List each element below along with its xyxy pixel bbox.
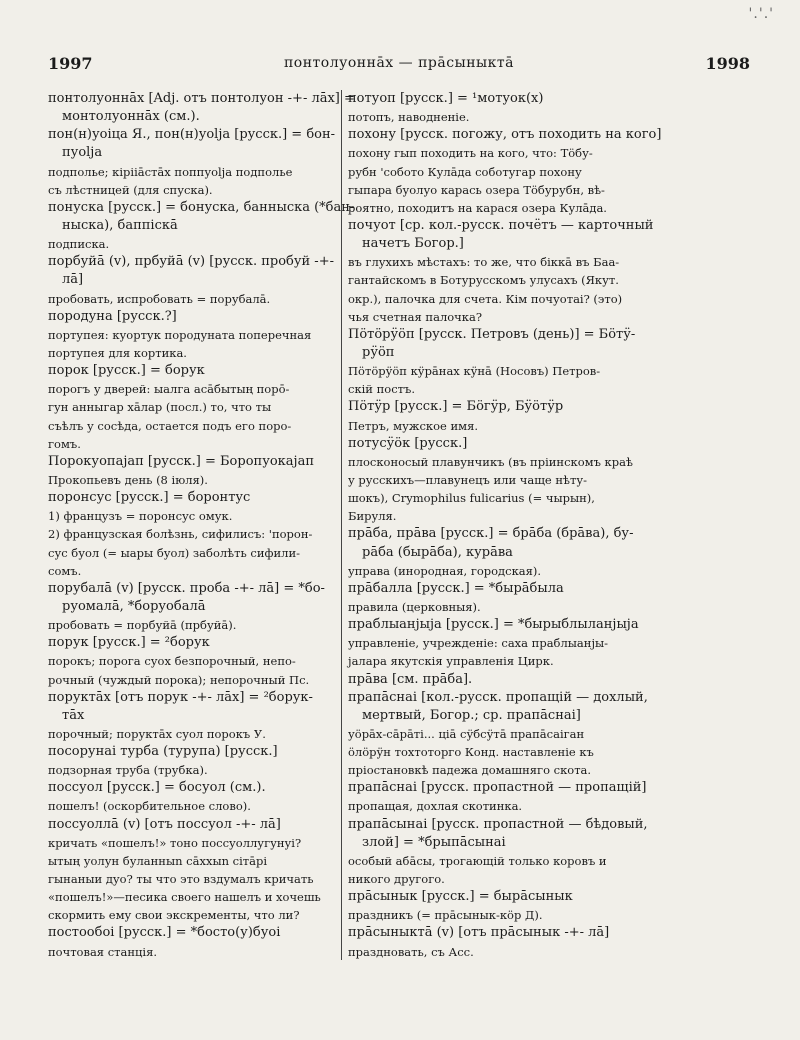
entry-text-line: подписка. bbox=[48, 237, 110, 252]
entry-text-line: ытың уолун буланныn сāххыn сiтāрi bbox=[48, 853, 268, 868]
entry-headword-line: похону [русск. погожу, отъ походить на кого] bbox=[348, 127, 662, 143]
entry-text-line: порочный; поруктāх суол порокъ У. bbox=[48, 726, 266, 741]
entry-headword-line: потуоп [русск.] = ¹мотуок(х) bbox=[348, 91, 544, 106]
entry-headword-line: праблыанjыja [русск.] = *бырыблыланjыja bbox=[348, 617, 639, 633]
entry-text-line: рāба (бырāба), курāва bbox=[362, 544, 513, 560]
entry-text-line: похону гып походить на кого, что: Тöбу- bbox=[348, 146, 593, 161]
entry-text-line: скормить ему свои экскременты, что ли? bbox=[48, 908, 300, 923]
column-divider bbox=[341, 90, 342, 960]
entry-headword-line: Пöтöрӱöп [русск. Петровъ (день)] = Бöтӱ- bbox=[348, 326, 636, 342]
entry-text-line: пропащая, дохлая скотинка. bbox=[348, 799, 523, 814]
entry-headword-line: почуот [ср. кол.-русск. почётъ — карточный bbox=[348, 217, 654, 233]
entry-text-line: съѣлъ у сосѣда, остается подъ его поро- bbox=[48, 418, 292, 433]
entry-text-line: съ лѣстницей (для спуска). bbox=[48, 182, 213, 197]
entry-text-line: пошелъ! (оскорбительное слово). bbox=[48, 799, 251, 814]
corner-mark: '.'.' bbox=[748, 6, 774, 22]
entry-headword-line: посорунаi турба (турупа) [русск.] bbox=[48, 744, 278, 760]
entry-headword-line: порубалā (v) [русск. проба -+- лā] = *бо- bbox=[48, 580, 325, 596]
entry-text-line: порогъ у дверей: ыалга асāбытың порō- bbox=[48, 382, 290, 397]
entry-text-line: монтолуоннāх (см.). bbox=[62, 109, 200, 125]
entry-text-line: злой] = *брыпāсынаi bbox=[362, 834, 506, 850]
entry-text-line: рубн 'собото Кулāда соботугар похону bbox=[348, 164, 582, 179]
entry-text-line: jалара якутскiя управленiя Цирк. bbox=[348, 654, 554, 669]
entry-text-line: гантайскомъ в Ботурусскомъ улусахъ (Якут. bbox=[348, 273, 619, 288]
entry-text-line: Прокопьевъ день (8 iюля). bbox=[48, 472, 208, 487]
entry-text-line: почтовая станцiя. bbox=[48, 944, 158, 959]
entry-text-line: Пöтöрӱöп кӱрāнах кӱнā (Носовъ) Петров- bbox=[348, 364, 601, 379]
entry-text-line: гун анныгар хāлар (посл.) то, что ты bbox=[48, 400, 272, 415]
left-page-number: 1997 bbox=[48, 54, 93, 73]
entry-text-line: сус буол (= ыары буол) заболѣть сифили- bbox=[48, 545, 301, 560]
entry-headword-line: поруктāх [отъ порук -+- лāх] = ²борук- bbox=[48, 689, 313, 705]
entry-headword-line: прапāснаi [кол.-русск. пропащiй — дохлый, bbox=[348, 689, 648, 705]
entry-text-line: гынаныи дуо? ты что это вздумалъ кричать bbox=[48, 872, 314, 887]
entry-headword-line: понуска [русск.] = бонуска, банныска (*бан- bbox=[48, 199, 355, 215]
entry-text-line: подполье; кiрiiāстāх поппуоlja подполье bbox=[48, 164, 293, 179]
entry-text-line: 2) французская болѣзнь, сифилисъ: 'порон- bbox=[48, 527, 313, 542]
entry-headword-line: порук [русск.] = ²борук bbox=[48, 635, 210, 651]
entry-text-line: öлöрӱн тохтоторго Конд. наставленiе къ bbox=[348, 745, 594, 760]
entry-headword-line: пон(н)уоiца Я., пон(н)уоlja [русск.] = бон- bbox=[48, 127, 336, 143]
right-page-number: 1998 bbox=[705, 54, 750, 73]
entry-text-line: рочный (чуждый порока); непорочный Пс. bbox=[48, 672, 310, 687]
entry-text-line: Петръ, мужское имя. bbox=[348, 418, 479, 433]
running-title: понтолуоннāх — прāсыныктā bbox=[283, 55, 515, 71]
entry-text-line: роятно, походитъ на карася озера Кулāда. bbox=[348, 200, 607, 215]
entry-headword-line: порок [русск.] = борук bbox=[48, 363, 205, 379]
entry-headword-line: поссуоллā (v) [отъ поссуол -+- лā] bbox=[48, 816, 281, 832]
entry-headword-line: постообоi [русск.] = *босто(у)буоi bbox=[48, 925, 281, 941]
entry-text-line: въ глухихъ мѣстахъ: то же, что бiккā въ Баа- bbox=[348, 255, 620, 270]
entry-headword-line: прāба, прāва [русск.] = брāба (брāва), бу- bbox=[348, 526, 634, 542]
entry-headword-line: понтолуоннāх [Adj. отъ понтолуон -+- лāх] = bbox=[48, 91, 355, 106]
entry-headword-line: порбуйā (v), прбуйā (v) [русск. пробуй -+- bbox=[48, 254, 334, 270]
entry-text-line: гыпара буолуо карась озера Тöбурубн, вѣ- bbox=[348, 182, 605, 197]
entry-text-line: портупея для кортика. bbox=[48, 345, 187, 360]
entry-text-line: окр.), палочка для счета. Кiм почуотаi? (это) bbox=[348, 291, 623, 306]
entry-text-line: подзорная труба (трубка). bbox=[48, 763, 208, 778]
page-header bbox=[48, 54, 750, 80]
entry-text-line: праздникъ (= прāсынык-кöр Д). bbox=[348, 908, 543, 923]
entry-headword-line: прāбалла [русск.] = *бырāбыла bbox=[348, 580, 564, 596]
entry-text-line: шокъ), Crymophilus fulicarius (= чырын), bbox=[348, 491, 595, 506]
entry-headword-line: прапāсынаi [русск. пропастной — бѣдовый, bbox=[348, 816, 648, 832]
entry-text-line: кричать «пошелъ!» тоно поссуоллугунуi? bbox=[48, 835, 302, 850]
entry-text-line: особый абāсы, трогающiй только коровъ и bbox=[348, 853, 607, 868]
entry-text-line: управленiе, учрежденiе: саха праблыанjы- bbox=[348, 636, 609, 651]
entry-text-line: «пошелъ!»—песика своего нашелъ и хочешь bbox=[48, 890, 321, 905]
entry-headword-line: Пöтӱр [русск.] = Бöгӱр, Бӱöтӱр bbox=[348, 399, 564, 415]
entry-headword-line: потусӱöк [русск.] bbox=[348, 435, 468, 451]
entry-headword-line: Порокуопаjап [русск.] = Боропуокаjап bbox=[48, 453, 314, 469]
entry-text-line: управа (инородная, городская). bbox=[348, 563, 542, 578]
entry-text-line: у русскихъ—плавунецъ или чаще нѣту- bbox=[348, 472, 588, 487]
left-column bbox=[48, 90, 355, 961]
entry-headword-line: прāва [см. прāба]. bbox=[348, 671, 473, 687]
entry-text-line: сомъ. bbox=[48, 563, 82, 578]
entry-text-line: прiостановкѣ падежа домашняго скота. bbox=[348, 763, 592, 778]
entry-text-line: Бируля. bbox=[348, 509, 397, 524]
right-column bbox=[348, 90, 662, 961]
entry-text-line: тāх bbox=[62, 707, 85, 723]
entry-text-line: пробовать = порбуйā (прбуйā). bbox=[48, 618, 237, 633]
entry-text-line: гомъ. bbox=[48, 436, 81, 451]
entry-text-line: ныска), баппiскā bbox=[62, 217, 178, 233]
entry-text-line: портупея: куортук породуната поперечная bbox=[48, 327, 312, 342]
entry-text-line: руомалā, *боруобалā bbox=[62, 598, 206, 614]
entry-text-line: праздновать, съ Асс. bbox=[348, 944, 474, 959]
entry-text-line: потопъ, наводненiе. bbox=[348, 110, 470, 125]
entry-text-line: пробовать, испробовать = порубалā. bbox=[48, 291, 271, 306]
entry-text-line: начетъ Богор.] bbox=[362, 236, 464, 252]
entry-headword-line: прāсыныктā (v) [отъ прāсынык -+- лā] bbox=[348, 925, 610, 941]
entry-text-line: чья счетная палочка? bbox=[348, 309, 482, 324]
entry-text-line: пуоlja bbox=[62, 145, 103, 161]
entry-text-line: правила (церковныя). bbox=[348, 599, 481, 614]
entry-text-line: рӱöп bbox=[362, 344, 395, 360]
entry-text-line: плосконосый плавунчикъ (въ прiинскомъ краѣ bbox=[348, 454, 633, 469]
entry-text-line: уöрāх-сāрāтi... цiā сӱбсӱтā прапāсаiган bbox=[348, 726, 585, 741]
entry-text-line: мертвый, Богор.; ср. прапāснаi] bbox=[362, 707, 581, 723]
entry-text-line: порокъ; порога суох безпорочный, непо- bbox=[48, 654, 296, 669]
entry-headword-line: поссуол [русск.] = босуол (см.). bbox=[48, 780, 266, 796]
entry-headword-line: породуна [русск.?] bbox=[48, 308, 177, 324]
entry-text-line: никого другого. bbox=[348, 872, 445, 887]
entry-text-line: скiй постъ. bbox=[348, 382, 415, 397]
entry-text-line: 1) французъ = поронсус омук. bbox=[48, 509, 233, 524]
entry-headword-line: прāсынык [русск.] = бырāсынык bbox=[348, 889, 573, 905]
entry-text-line: лā] bbox=[62, 272, 84, 288]
entry-headword-line: прапāснаi [русск. пропастной — пропащiй] bbox=[348, 780, 647, 796]
entry-headword-line: поронсус [русск.] = боронтус bbox=[48, 490, 251, 506]
